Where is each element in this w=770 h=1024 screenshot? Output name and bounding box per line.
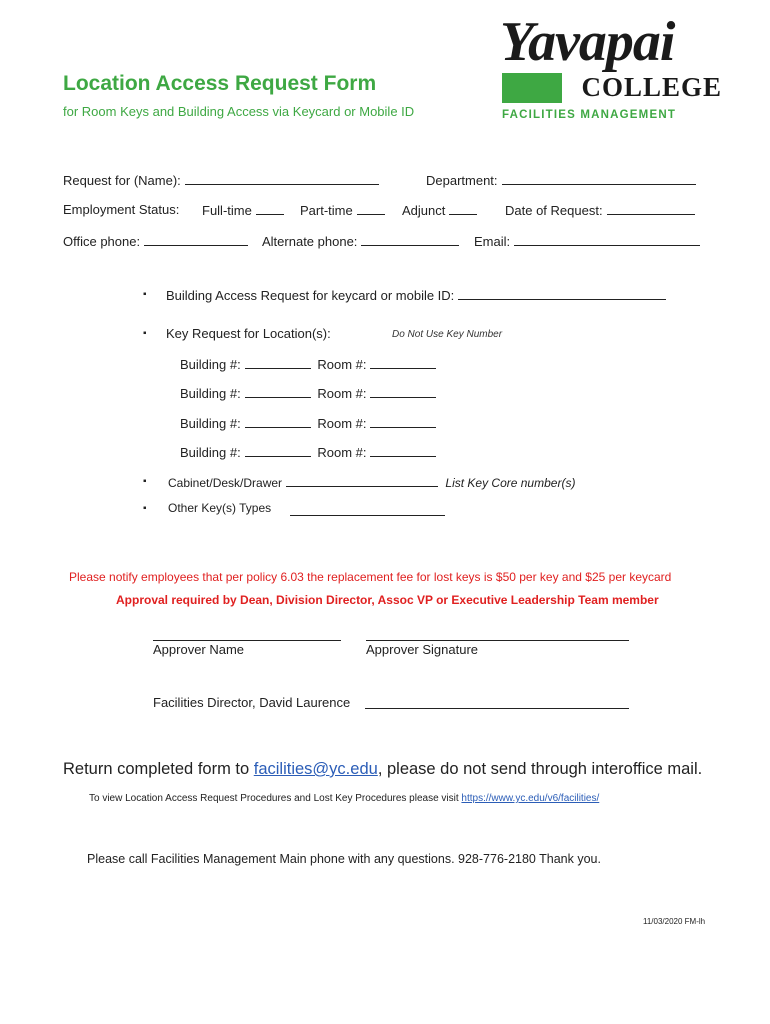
building-room-row bbox=[180, 385, 436, 401]
form-title: Location Access Request Form bbox=[63, 72, 377, 95]
fulltime-field[interactable] bbox=[256, 202, 284, 215]
bullet-icon: ▪ bbox=[143, 476, 147, 487]
building-field[interactable] bbox=[245, 356, 311, 369]
department-row bbox=[426, 172, 696, 188]
building-access-field[interactable] bbox=[458, 287, 666, 300]
room-label: Room #: bbox=[317, 445, 367, 460]
logo-name: Yavapai bbox=[500, 11, 675, 73]
building-label: Building #: bbox=[180, 386, 241, 401]
office-phone-label: Office phone: bbox=[63, 234, 141, 249]
fulltime-option[interactable] bbox=[202, 202, 284, 218]
building-room-row bbox=[180, 356, 436, 372]
approver-signature-label: Approver Signature bbox=[366, 642, 479, 657]
room-label: Room #: bbox=[317, 357, 367, 372]
cabinet-field[interactable] bbox=[286, 474, 438, 487]
building-field[interactable] bbox=[245, 385, 311, 398]
logo-department: FACILITIES MANAGEMENT bbox=[502, 109, 677, 121]
fulltime-label: Full-time bbox=[202, 203, 252, 218]
list-key-core-note: List Key Core number(s) bbox=[445, 476, 576, 490]
return-prefix: Return completed form to bbox=[63, 760, 254, 778]
do-not-use-note: Do Not Use Key Number bbox=[392, 329, 503, 340]
email-label: Email: bbox=[474, 234, 511, 249]
room-field[interactable] bbox=[370, 356, 436, 369]
call-info: Please call Facilities Management Main phone with any questions. 928-776-2180 Thank you. bbox=[87, 852, 601, 866]
adjunct-field[interactable] bbox=[449, 202, 477, 215]
date-of-request-row bbox=[505, 202, 695, 218]
room-field[interactable] bbox=[370, 385, 436, 398]
procedures-info bbox=[89, 793, 599, 804]
office-phone-row bbox=[63, 233, 248, 249]
building-label: Building #: bbox=[180, 357, 241, 372]
parttime-field[interactable] bbox=[357, 202, 385, 215]
building-field[interactable] bbox=[245, 444, 311, 457]
other-keys-label: Other Key(s) Types bbox=[168, 501, 272, 515]
bullet-icon: ▪ bbox=[143, 328, 147, 339]
department-field[interactable] bbox=[502, 172, 696, 185]
building-label: Building #: bbox=[180, 445, 241, 460]
other-keys-field[interactable] bbox=[290, 503, 445, 516]
approval-notice: Approval required by Dean, Division Director, Assoc VP or Executive Leadership Team member bbox=[116, 593, 659, 607]
parttime-label: Part-time bbox=[300, 203, 353, 218]
request-for-field[interactable] bbox=[185, 172, 379, 185]
approver-name-line[interactable] bbox=[153, 640, 341, 641]
facilities-director-label: Facilities Director, David Laurence bbox=[153, 695, 351, 710]
procedures-text: To view Location Access Request Procedures and Lost Key Procedures please visit bbox=[89, 793, 462, 804]
department-label: Department: bbox=[426, 173, 498, 188]
room-label: Room #: bbox=[317, 386, 367, 401]
room-field[interactable] bbox=[370, 415, 436, 428]
alternate-phone-label: Alternate phone: bbox=[262, 234, 358, 249]
building-access-row bbox=[166, 287, 666, 303]
alternate-phone-row bbox=[262, 233, 459, 249]
key-request-label: Key Request for Location(s): bbox=[166, 326, 331, 341]
room-label: Room #: bbox=[317, 416, 367, 431]
building-room-row bbox=[180, 415, 436, 431]
parttime-option[interactable] bbox=[300, 202, 385, 218]
approver-signature-line[interactable] bbox=[366, 640, 629, 641]
bullet-icon: ▪ bbox=[143, 503, 147, 514]
logo-green-block bbox=[502, 73, 562, 103]
building-label: Building #: bbox=[180, 416, 241, 431]
date-of-request-label: Date of Request: bbox=[505, 203, 603, 218]
return-suffix: , please do not send through interoffice mail. bbox=[377, 760, 703, 778]
form-subtitle: for Room Keys and Building Access via Keycard or Mobile ID bbox=[63, 104, 415, 119]
email-field[interactable] bbox=[514, 233, 700, 246]
adjunct-label: Adjunct bbox=[402, 203, 446, 218]
logo-college: COLLEGE bbox=[581, 72, 722, 102]
email-row bbox=[474, 233, 700, 249]
request-for-row bbox=[63, 172, 379, 188]
bullet-icon: ▪ bbox=[143, 289, 147, 300]
adjunct-option[interactable] bbox=[402, 202, 477, 218]
employment-status-label: Employment Status: bbox=[63, 202, 180, 217]
procedures-link[interactable]: https://www.yc.edu/v6/facilities/ bbox=[461, 793, 600, 804]
facilities-email-link[interactable]: facilities@yc.edu bbox=[253, 760, 378, 778]
office-phone-field[interactable] bbox=[144, 233, 248, 246]
room-field[interactable] bbox=[370, 444, 436, 457]
building-field[interactable] bbox=[245, 415, 311, 428]
facilities-director-signature-line[interactable] bbox=[365, 708, 629, 709]
yavapai-college-logo bbox=[496, 11, 728, 124]
cabinet-row bbox=[168, 474, 575, 490]
building-room-row bbox=[180, 444, 436, 460]
alternate-phone-field[interactable] bbox=[361, 233, 459, 246]
cabinet-label: Cabinet/Desk/Drawer bbox=[168, 476, 283, 490]
policy-notice: Please notify employees that per policy 6.03 the replacement fee for lost keys is $50 per key and $25 per keycard bbox=[69, 570, 672, 584]
approver-name-label: Approver Name bbox=[153, 642, 245, 657]
request-for-label: Request for (Name): bbox=[63, 173, 181, 188]
form-code: 11/03/2020 FM-lh bbox=[643, 917, 706, 926]
return-instructions bbox=[63, 760, 702, 779]
building-access-label: Building Access Request for keycard or mobile ID: bbox=[166, 288, 455, 303]
date-of-request-field[interactable] bbox=[607, 202, 695, 215]
